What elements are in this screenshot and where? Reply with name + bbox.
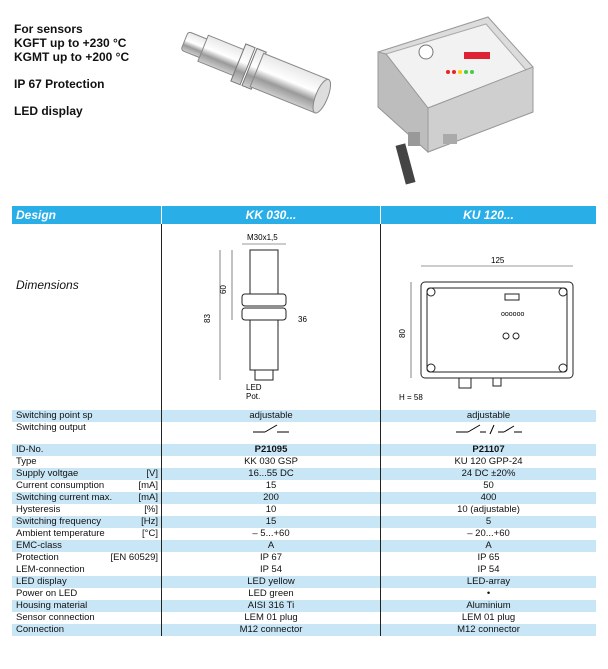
table-row xyxy=(12,422,596,444)
row-label-text: Housing material xyxy=(16,600,88,611)
kk030-value: LEM 01 plug xyxy=(161,612,380,624)
switch-nc-symbol xyxy=(251,422,291,438)
row-label xyxy=(12,492,161,504)
kk030-value: 15 xyxy=(161,516,380,528)
kk030-value xyxy=(161,422,380,444)
row-label xyxy=(12,588,161,600)
kk030-value: IP 54 xyxy=(161,564,380,576)
table-row xyxy=(12,540,596,552)
row-label xyxy=(12,564,161,576)
row-label xyxy=(12,516,161,528)
row-label-text: Sensor connection xyxy=(16,612,95,623)
row-label xyxy=(12,422,161,444)
kk030-value: IP 67 xyxy=(161,552,380,564)
kk030-dimension-drawing xyxy=(162,224,379,410)
table-row xyxy=(12,504,596,516)
kk030-value: 15 xyxy=(161,480,380,492)
row-label-text: Protection xyxy=(16,552,59,563)
ku120-value: 400 xyxy=(380,492,596,504)
ku120-value xyxy=(380,422,596,444)
row-label xyxy=(12,456,161,468)
kk030-value: LED yellow xyxy=(161,576,380,588)
feature-line: For sensors xyxy=(14,22,83,36)
row-label xyxy=(12,552,161,564)
table-row xyxy=(12,624,596,636)
ku120-value: A xyxy=(380,540,596,552)
table-row xyxy=(12,444,596,456)
header-kk030: KK 030... xyxy=(161,206,380,224)
row-label xyxy=(12,504,161,516)
ku120-value: 24 DC ±20% xyxy=(380,468,596,480)
table-row xyxy=(12,468,596,480)
table-row xyxy=(12,564,596,576)
sensor-photo xyxy=(165,20,345,140)
ku120-value: LED-array xyxy=(380,576,596,588)
ku120-dimension-drawing xyxy=(381,224,595,410)
row-label-text: LED display xyxy=(16,576,67,587)
kk030-value: adjustable xyxy=(161,410,380,422)
table-row xyxy=(12,516,596,528)
row-label-text: Current consumption xyxy=(16,480,105,491)
ku120-value: IP 65 xyxy=(380,552,596,564)
kk030-value: 16...55 DC xyxy=(161,468,380,480)
ku120-value: adjustable xyxy=(380,410,596,422)
ku120-value: 5 xyxy=(380,516,596,528)
kk030-value: AISI 316 Ti xyxy=(161,600,380,612)
table-row xyxy=(12,456,596,468)
ku120-value: KU 120 GPP-24 xyxy=(380,456,596,468)
row-label-text: Switching output xyxy=(16,422,86,433)
feature-line: IP 67 Protection xyxy=(14,77,105,91)
row-label-text: Hysteresis xyxy=(16,504,61,515)
row-label-text: Power on LED xyxy=(16,588,78,599)
kk030-drawing-cell xyxy=(161,224,380,410)
kk030-value: M12 connector xyxy=(161,624,380,636)
row-label xyxy=(12,410,161,422)
switch-co-symbol xyxy=(454,422,524,438)
kk030-value: LED green xyxy=(161,588,380,600)
feature-line: KGMT up to +200 °C xyxy=(14,50,130,64)
row-label-text: EMC-class xyxy=(16,540,62,551)
row-label xyxy=(12,624,161,636)
led-label: LED xyxy=(246,383,262,392)
feature-list xyxy=(14,22,184,118)
kk030-value: 200 xyxy=(161,492,380,504)
row-label-text: Switching point sp xyxy=(16,410,93,421)
row-unit: [mA] xyxy=(138,480,158,491)
kk030-value: A xyxy=(161,540,380,552)
table-row xyxy=(12,492,596,504)
row-label xyxy=(12,444,161,456)
length-body: 60 xyxy=(219,285,228,294)
kk030-value: P21095 xyxy=(161,444,380,456)
housing-photo xyxy=(368,12,543,187)
ku120-value: 10 (adjustable) xyxy=(380,504,596,516)
svg-text:oooooo: oooooo xyxy=(501,311,525,318)
table-row xyxy=(12,480,596,492)
table-row xyxy=(12,600,596,612)
row-label-text: Connection xyxy=(16,624,65,635)
table-row xyxy=(12,576,596,588)
header-ku120: KU 120... xyxy=(380,206,596,224)
row-label xyxy=(12,468,161,480)
kk030-value: 10 xyxy=(161,504,380,516)
table-row xyxy=(12,588,596,600)
header-design: Design xyxy=(16,208,57,222)
table-row xyxy=(12,552,596,564)
row-label-text: Supply voltgae xyxy=(16,468,79,479)
spec-table xyxy=(12,206,596,636)
kk030-value: KK 030 GSP xyxy=(161,456,380,468)
height-label: 80 xyxy=(398,329,407,338)
table-header xyxy=(12,206,596,224)
kk030-value: – 5...+60 xyxy=(161,528,380,540)
h-note: H = 58 xyxy=(399,393,423,402)
thread-label: M30x1,5 xyxy=(247,233,278,242)
row-label-text: LEM-connection xyxy=(16,564,85,575)
row-label xyxy=(12,576,161,588)
row-unit: [mA] xyxy=(138,492,158,503)
ku120-value: LEM 01 plug xyxy=(380,612,596,624)
row-label xyxy=(12,540,161,552)
wrench-size: 36 xyxy=(298,315,307,324)
spec-rows xyxy=(12,410,596,636)
row-label xyxy=(12,480,161,492)
ku120-value: P21107 xyxy=(380,444,596,456)
row-label-text: Switching frequency xyxy=(16,516,102,527)
ku120-value: 50 xyxy=(380,480,596,492)
feature-line: LED display xyxy=(14,104,83,118)
ku120-drawing-cell xyxy=(380,224,596,410)
row-label-text: ID-No. xyxy=(16,444,44,455)
length-total: 83 xyxy=(203,314,212,323)
row-unit: [%] xyxy=(144,504,158,515)
row-label-text: Ambient temperature xyxy=(16,528,105,539)
row-label xyxy=(12,528,161,540)
row-label-text: Switching current max. xyxy=(16,492,113,503)
feature-line: KGFT up to +230 °C xyxy=(14,36,127,50)
table-row xyxy=(12,528,596,540)
ku120-value: • xyxy=(380,588,596,600)
width-label: 125 xyxy=(491,256,505,265)
ku120-value: – 20...+60 xyxy=(380,528,596,540)
dimensions-label: Dimensions xyxy=(16,278,79,292)
row-unit: [V] xyxy=(146,468,158,479)
row-label xyxy=(12,612,161,624)
row-label xyxy=(12,600,161,612)
ku120-value: Aluminium xyxy=(380,600,596,612)
table-row xyxy=(12,612,596,624)
pot-label: Pot. xyxy=(246,392,261,401)
row-unit: [Hz] xyxy=(141,516,158,527)
ku120-value: M12 connector xyxy=(380,624,596,636)
row-unit: [°C] xyxy=(142,528,158,539)
dimensions-row xyxy=(12,224,596,410)
table-row xyxy=(12,410,596,422)
ku120-value: IP 54 xyxy=(380,564,596,576)
row-unit: [EN 60529] xyxy=(110,552,158,563)
row-label-text: Type xyxy=(16,456,37,467)
